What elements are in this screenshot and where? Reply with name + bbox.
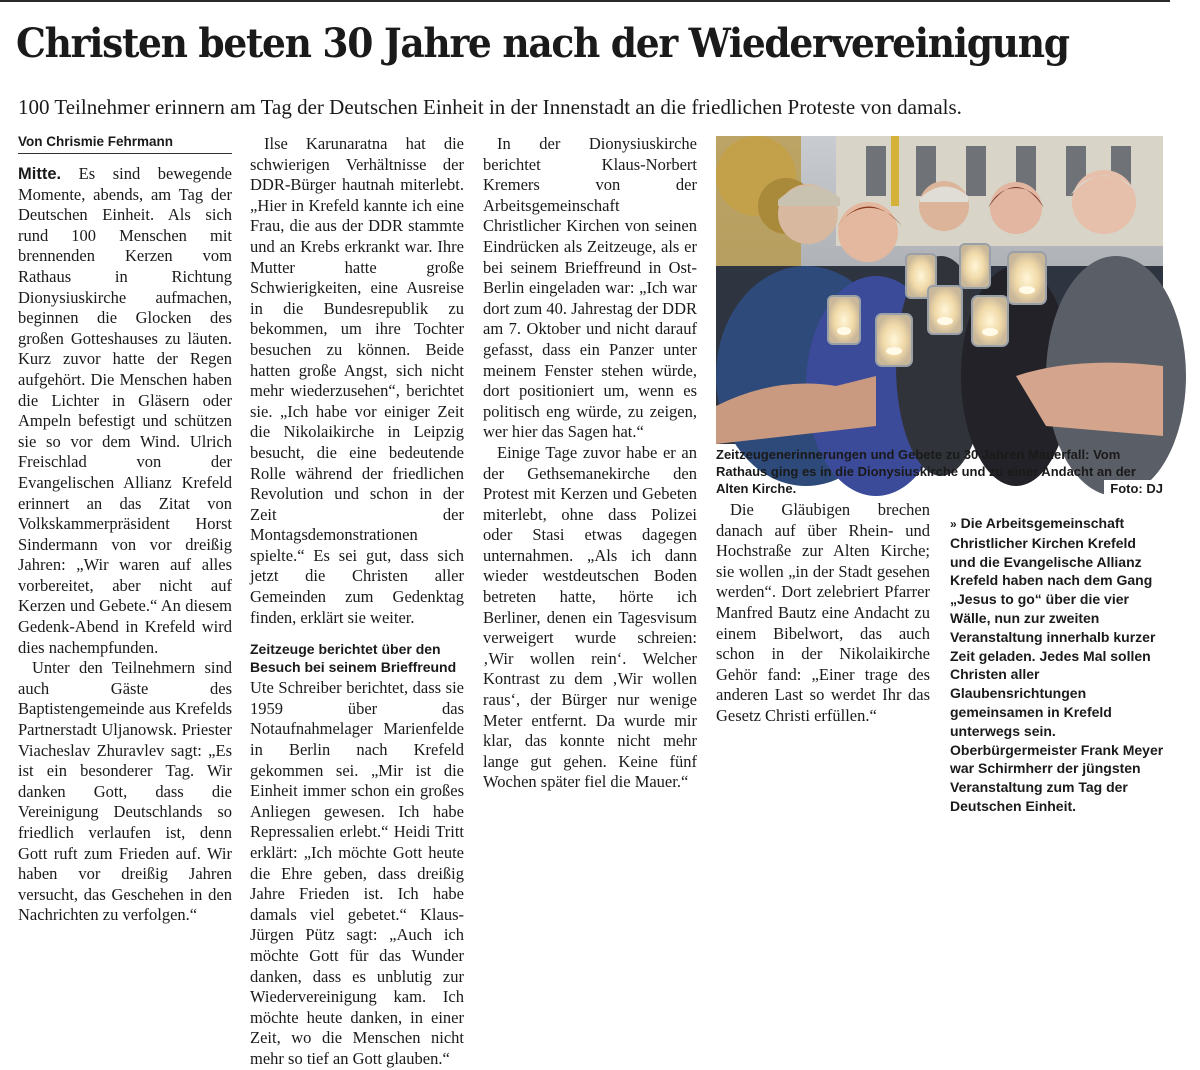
photo-candle-group bbox=[716, 136, 1163, 444]
info-box-bullet: » bbox=[950, 517, 957, 531]
article-column-3 bbox=[483, 134, 697, 794]
byline: Von Chrismie Fehrmann bbox=[18, 134, 232, 154]
paragraph: Ute Schreiber berichtet, dass sie 1959 über das Notaufnahmelager Marienfelde in Berlin nach Krefeld gekommen sei. „Mir ist die Einheit immer schon ein großes Anliegen gewesen. Ich habe Repressalien erlebt.“ Heidi Tritt erklärt: „Ich möchte Gott heute die Ehre geben, dass dreißig Jahre Frieden ist. Ich habe damals viel gebetet.“ Klaus-Jürgen Pütz sagt: „Auch ich möchte Gott für das Wunder danken, dass es unblutig zur Wiedervereinigung kam. Ich möchte heute danken, in einer Zeit, wo die Menschen nicht mehr so tief an Gott glauben.“ bbox=[250, 678, 464, 1068]
paragraph: Die Gläubigen brechen danach auf über Rhein- und Hochstraße zur Alten Kirche; sie wollen „in der Stadt gesehen werden“. Dort zelebriert Pfarrer Manfred Bautz eine Andacht zu einem Bibelwort, das auch schon in der Nikolaikirche Gehör fand: „Einer trage des anderen Last so werdet Ihr das Gesetz Christi erfüllen.“ bbox=[716, 500, 930, 725]
paragraph: Ilse Karunaratna hat die schwierigen Verhältnisse der DDR-Bürger hautnah miterlebt. „Hier in Krefeld kannte ich eine Frau, die aus der DDR stammte und an Krebs erkrankt war. Ihre Mutter hatte große Schwierigkeiten, eine Ausreise in die Bundesrepublik zu bekommen, um ihre Tochter besuchen zu können. Beide hatten große Angst, sich nicht mehr wiederzusehen“, berichtet sie. „Ich habe vor einiger Zeit die Nikolaikirche in Leipzig besucht, die eine bedeutende Rolle während der friedlichen Revolution und schon in der Zeit der Montagsdemonstrationen spielte.“ Es sei gut, dass sich jetzt die Christen aller Gemeinden zum Gedenktag finden, erklärt sie weiter. bbox=[250, 134, 464, 627]
headline: Christen beten 30 Jahre nach der Wiedervereinigung bbox=[16, 20, 1069, 67]
paragraph: In der Dionysiuskirche berichtet Klaus-Norbert Kremers von der Arbeitsgemeinschaft Christlicher Kirchen von seinen Eindrücken als Zeitzeuge, als er bei seinem Brieffreund in Ost-Berlin eingeladen war: „Ich war dort zum 40. Jahrestag der DDR am 7. Oktober und nicht darauf gefasst, dass ein Panzer unter meinem Fenster stehen würde, dort positioniert um, wenn es politisch eng würde, zu zeigen, wer hier das Sagen hat.“ bbox=[483, 134, 697, 442]
paragraph: Unter den Teilnehmern sind auch Gäste des Baptistengemeinde aus Krefelds Partnerstadt Uljanowsk. Priester Viacheslav Zhuravlev sagt: „Es ist ein besonderer Tag. Wir danken Gott, dass die Vereinigung Deutschlands so friedlich verlaufen ist, denn Gott ruft zum Frieden auf. Wir haben vor dreißig Jahren versucht, das Geschehen in den Nachrichten zu verfolgen.“ bbox=[18, 658, 232, 925]
paragraph: Einige Tage zuvor habe er an der Gethsemanekirche den Protest mit Kerzen und Gebeten miterlebt, ohne dass Polizei oder Stasi etwas dagegen unternahmen. „Als ich dann wieder westdeutschen Boden betreten hatte, hörte ich Berliner, denen ein Tagesvisum verweigert wurde schreien: ‚Wir wollen rein‘. Welcher Kontrast zu dem ‚Wir wollen raus‘, der Bürger nur wenige Meter entfernt. Da wurde mir klar, das konnte nicht mehr lange gut gehen. Keine fünf Wochen später fiel die Mauer.“ bbox=[483, 442, 697, 792]
article-column-2 bbox=[250, 134, 464, 1068]
article-body bbox=[18, 164, 232, 926]
article-column-1 bbox=[18, 134, 232, 925]
photo-caption: Zeitzeugenerinnerungen und Gebete zu 30 Jahren Mauerfall: Vom Rathaus ging es in die Dionysiuskirche und zu einer Andacht an der Alten Kirche. Foto: DJ bbox=[716, 447, 1163, 496]
section-subtitle: Zeitzeuge berichtet über den Besuch bei seinem Brieffreund bbox=[250, 641, 457, 676]
info-box-text: Die Arbeitsgemeinschaft Christlicher Kirchen Krefeld und die Evangelische Allianz Krefeld haben nach dem Gang „Jesus to go“ über die vier Wälle, nun zur zweiten Veranstaltung innerhalb kurzer Zeit geladen. Jedes Mal sollen Christen aller Glaubensrichtungen gemeinsamen in Krefeld unterwegs sein. Oberbürgermeister Frank Meyer war Schirmherr der jüngsten Veranstaltung zum Tag der Deutschen Einheit. bbox=[950, 515, 1164, 814]
article-column-4 bbox=[716, 500, 930, 794]
info-box-column bbox=[950, 500, 1164, 814]
subheadline: 100 Teilnehmer erinnern am Tag der Deutschen Einheit in der Innenstadt an die friedlichen Proteste von damals. bbox=[18, 95, 962, 119]
top-rule bbox=[0, 0, 1170, 2]
photo-credit: Foto: DJ bbox=[1104, 480, 1163, 497]
article-photo bbox=[716, 136, 1163, 444]
info-box bbox=[950, 514, 1164, 816]
dateline: Mitte. bbox=[18, 165, 62, 183]
paragraph: Mitte. Es sind bewegende Momente, abends, am Tag der Deutschen Einheit. Als sich rund 100 Menschen mit brennenden Kerzen vom Rathaus in Richtung Dionysiuskirche aufmachen, beginnen die Glocken des großen Gotteshauses zu läuten. Kurz zuvor hatte der Regen aufgehört. Die Menschen haben die Lichter in Gläsern oder Ampeln befestigt und schützen sie so vor dem Wind. Ulrich Freischlad von der Evangelischen Allianz Krefeld erinnert an das Zitat von Volkskammerpräsident Horst Sindermann von vor dreißig Jahren: „Wir waren auf alles vorbereitet, aber nicht auf Kerzen und Gebete.“ An diesem Gedenk-Abend in Krefeld wird dies nachempfunden. bbox=[18, 164, 232, 657]
